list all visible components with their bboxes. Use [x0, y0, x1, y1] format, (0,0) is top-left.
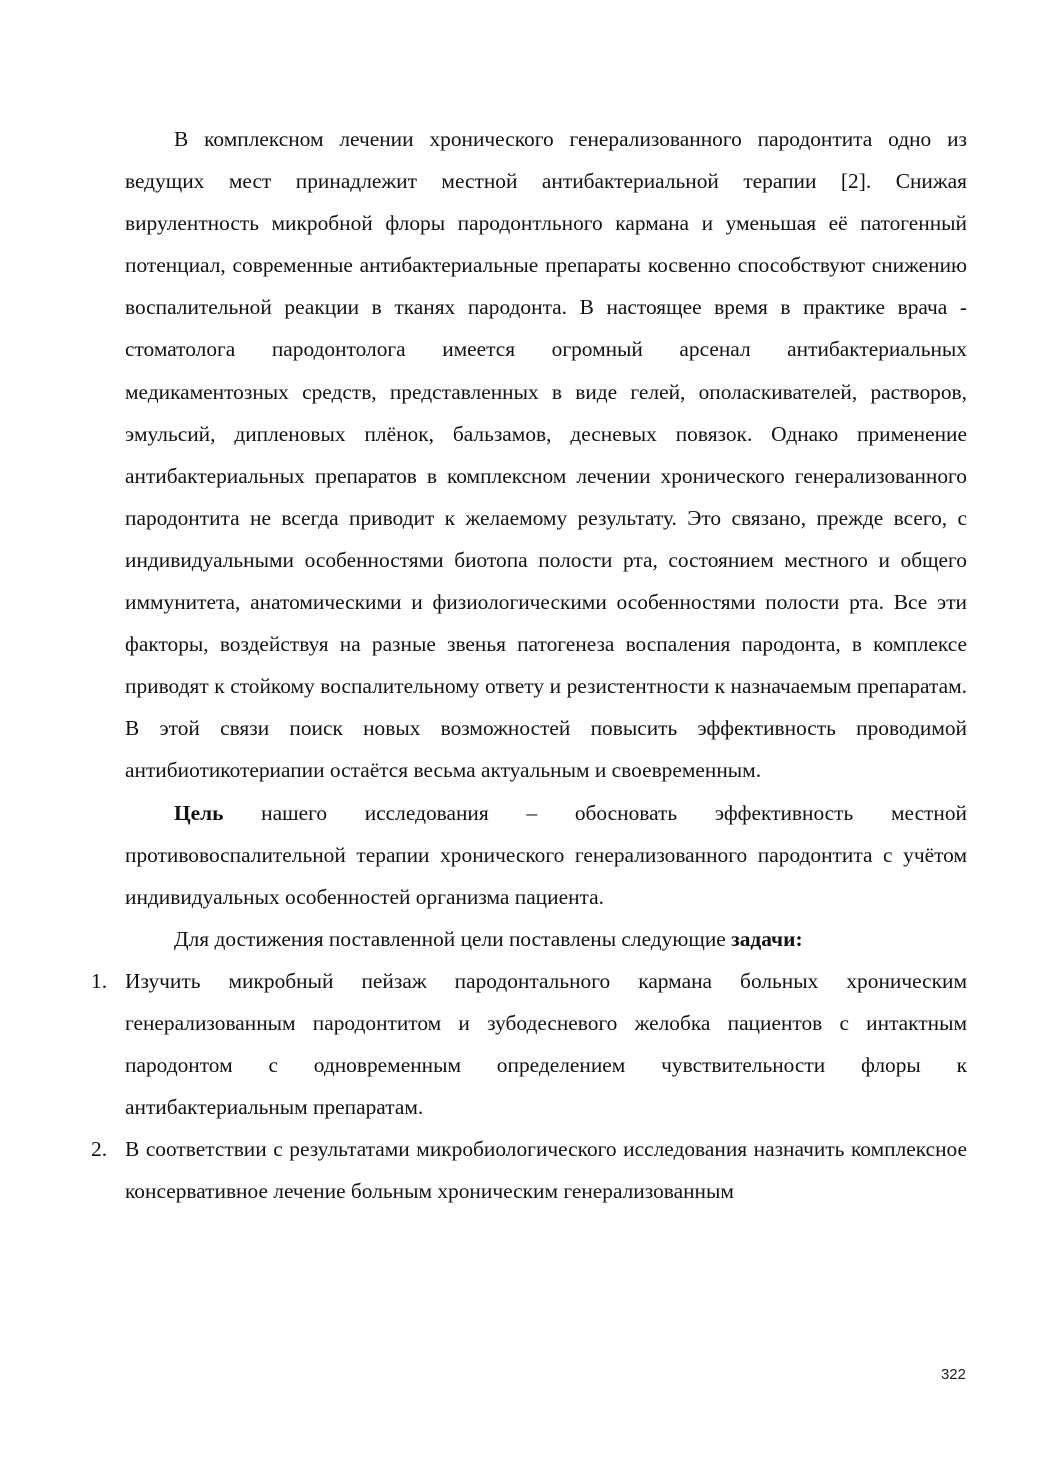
page-number: 322	[940, 1366, 966, 1383]
list-item	[91, 960, 967, 1128]
tasks-label: задачи:	[731, 926, 803, 951]
tasks-intro-text: Для достижения поставленной цели поставлены следующие	[174, 926, 732, 951]
goal-label: Цель	[174, 800, 224, 825]
paragraph-goal	[125, 792, 967, 918]
list-item	[91, 1128, 967, 1212]
list-item-text: В соответствии с результатами микробиологического исследования назначить комплексное консервативное лечение больным хроническим генерализованным	[125, 1137, 967, 1204]
paragraph-tasks-intro	[125, 918, 967, 960]
list-item-number: 2.	[91, 1137, 108, 1162]
paragraph-intro: В комплексном лечении хронического генерализованного пародонтита одно из ведущих мест принадлежит местной антибактериальной терапии [2]. Снижая вирулентность микробной флоры пародонтльного кармана и уменьшая её патогенный потенциал, современные антибактериальные препараты косвенно способствуют снижению воспалительной реакции в тканях пародонта. В настоящее время в практике врача - стоматолога пародонтолога имеется огромный арсенал антибактериальных медикаментозных средств, представленных в виде гелей, ополаскивателей, растворов, эмульсий, дипленовых плёнок, бальзамов, десневых повязок. Однако применение антибактериальных препаратов в комплексном лечении хронического генерализованного пародонтита не всегда приводит к желаемому результату. Это связано, прежде всего, с индивидуальными особенностями биотопа полости рта, состоянием местного и общего иммунитета, анатомическими и физиологическими особенностями полости рта. Все эти факторы, воздействуя на разные звенья патогенеза воспаления пародонта, в комплексе приводят к стойкому воспалительному ответу и резистентности к назначаемым препаратам. В этой связи поиск новых возможностей повысить эффективность проводимой антибиотикотериапии остаётся весьма актуальным и своевременным.	[125, 127, 967, 783]
tasks-list	[91, 960, 967, 1213]
list-item-number: 1.	[91, 968, 108, 993]
goal-text: нашего исследования – обосновать эффективность местной противовоспалительной терапии хронического генерализованного пародонтита с учётом индивидуальных особенностей организма пациента.	[125, 800, 967, 909]
list-item-text: Изучить микробный пейзаж пародонтального кармана больных хроническим генерализованным пародонтитом и зубодесневого желобка пациентов с интактным пародонтом с одновременным определением чувствительности флоры к антибактериальным препаратам.	[125, 968, 967, 1120]
document-page	[91, 118, 967, 1212]
